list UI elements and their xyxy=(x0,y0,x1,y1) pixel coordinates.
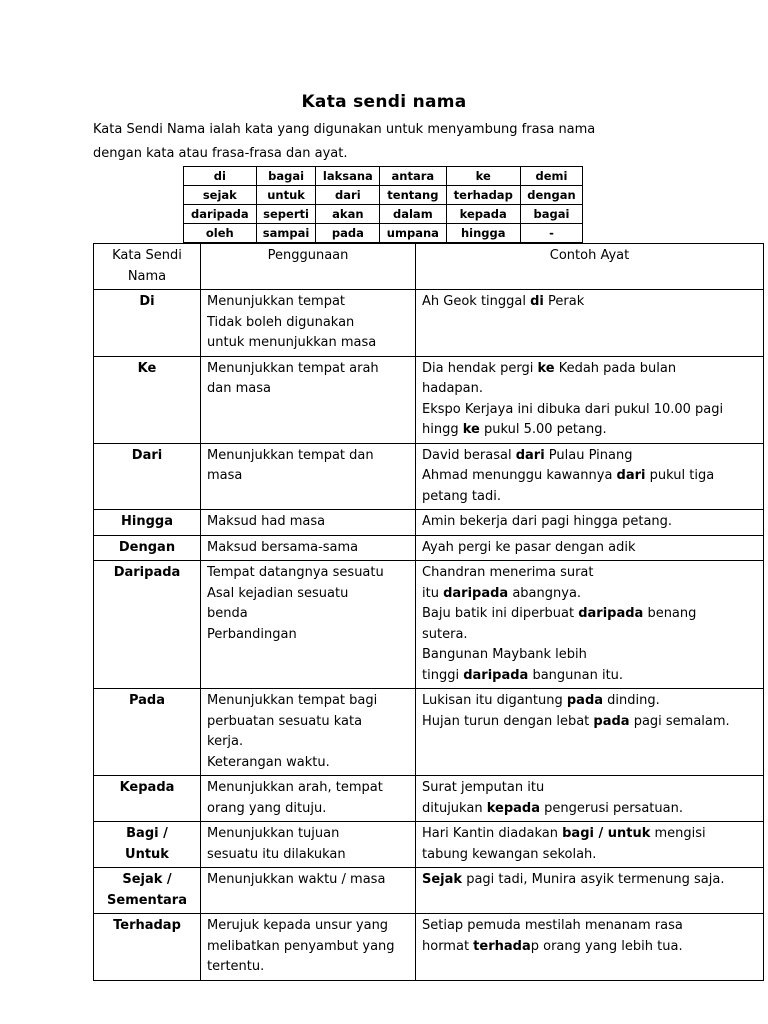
usage-line: sesuatu itu dilakukan xyxy=(207,846,346,862)
example-keyword: daripada xyxy=(463,667,529,683)
example-line xyxy=(422,824,757,845)
example-text: pukul 5.00 petang. xyxy=(479,422,607,437)
table-row xyxy=(94,290,764,357)
word-cell: kepada xyxy=(446,205,520,224)
example-text: tinggi xyxy=(422,667,464,683)
usage-line: dan masa xyxy=(207,381,271,396)
example-keyword: Sejak xyxy=(422,872,463,887)
example-line xyxy=(422,870,757,891)
word-cell: dengan xyxy=(520,186,582,205)
word-cell: untuk xyxy=(256,186,316,205)
table-row xyxy=(94,510,764,536)
usage-line: tertentu. xyxy=(207,959,265,974)
example-line xyxy=(422,292,757,313)
usage-cell xyxy=(201,443,416,510)
usage-line: untuk menunjukkan masa xyxy=(207,335,377,350)
usage-line: Keterangan waktu. xyxy=(207,754,330,770)
example-cell xyxy=(416,290,764,357)
example-text: Perak xyxy=(543,294,585,309)
table-row xyxy=(94,535,764,561)
example-text: benang xyxy=(643,606,697,621)
example-text: ditujukan xyxy=(422,800,487,816)
usage-cell xyxy=(201,356,416,443)
usage-line: Asal kejadian sesuatu xyxy=(207,585,349,601)
example-keyword: ke xyxy=(537,360,555,376)
example-line xyxy=(422,420,757,441)
preposition-usage-table xyxy=(93,243,764,981)
example-keyword: pada xyxy=(593,713,630,729)
example-keyword: dari xyxy=(515,447,545,463)
usage-line: Menunjukkan tempat bagi xyxy=(207,693,378,708)
example-text: bangunan itu. xyxy=(528,667,624,683)
word-cell: hingga xyxy=(446,224,520,243)
usage-line: Maksud had masa xyxy=(207,514,326,529)
example-line xyxy=(422,359,757,380)
example-line xyxy=(422,400,757,421)
word-cell: antara xyxy=(380,167,446,186)
usage-cell xyxy=(201,689,416,776)
word-cell: demi xyxy=(520,167,582,186)
word-cell: umpana xyxy=(380,224,446,243)
word-row xyxy=(184,205,583,224)
example-cell xyxy=(416,914,764,981)
word-row xyxy=(184,186,583,205)
example-text: dinding. xyxy=(603,693,660,708)
intro-line-2: dengan kata atau frasa-frasa dan ayat. xyxy=(93,146,348,161)
example-text: sutera. xyxy=(422,626,468,642)
usage-cell xyxy=(201,510,416,536)
preposition-word-table xyxy=(183,166,583,243)
word-cell: laksana xyxy=(316,167,380,186)
usage-line: Menunjukkan tempat arah xyxy=(207,360,379,376)
term-cell: Hingga xyxy=(94,510,201,536)
term-cell: Daripada xyxy=(94,561,201,689)
word-row xyxy=(184,224,583,243)
example-line xyxy=(422,379,757,400)
header-term xyxy=(94,244,201,290)
usage-line: Menunjukkan tempat xyxy=(207,294,346,309)
example-cell xyxy=(416,356,764,443)
example-text: Ekspo Kerjaya ini dibuka dari pukul 10.00 pagi xyxy=(422,401,724,417)
example-line xyxy=(422,712,757,733)
example-cell xyxy=(416,776,764,822)
word-cell: daripada xyxy=(184,205,257,224)
example-text: Pulau Pinang xyxy=(544,447,633,463)
usage-cell xyxy=(201,561,416,689)
table-row xyxy=(94,561,764,689)
usage-line: kerja. xyxy=(207,734,244,749)
table-row xyxy=(94,868,764,914)
word-cell: di xyxy=(184,167,257,186)
example-keyword: bagi / untuk xyxy=(562,826,651,841)
usage-line: Maksud bersama-sama xyxy=(207,539,359,555)
term-cell: Ke xyxy=(94,356,201,443)
intro-line-1: Kata Sendi Nama ialah kata yang digunakan untuk menyambung frasa nama xyxy=(93,122,596,137)
term-cell xyxy=(94,868,201,914)
example-text: Lukisan itu digantung xyxy=(422,693,567,708)
word-cell: bagai xyxy=(256,167,316,186)
table-row xyxy=(94,822,764,868)
example-line xyxy=(422,845,757,866)
example-text: Kedah pada bulan xyxy=(554,360,677,376)
usage-cell xyxy=(201,535,416,561)
header-usage: Penggunaan xyxy=(201,244,416,290)
example-text: Bangunan Maybank lebih xyxy=(422,647,587,662)
example-text: mengisi xyxy=(650,826,706,841)
example-text: Ayah pergi ke pasar dengan adik xyxy=(422,539,636,555)
example-text: Amin bekerja dari pagi hingga petang. xyxy=(422,514,673,529)
term-line: Sementara xyxy=(107,892,187,908)
usage-line: Menunjukkan tujuan xyxy=(207,826,340,841)
example-text: tabung kewangan sekolah. xyxy=(422,846,597,862)
example-line xyxy=(422,563,757,584)
example-keyword: dari xyxy=(616,468,646,483)
word-row xyxy=(184,167,583,186)
example-text: Hujan turun dengan lebat xyxy=(422,713,594,729)
usage-cell xyxy=(201,822,416,868)
example-cell xyxy=(416,510,764,536)
word-cell: bagai xyxy=(520,205,582,224)
term-cell: Dari xyxy=(94,443,201,510)
word-cell: ke xyxy=(446,167,520,186)
term-line: Untuk xyxy=(125,846,169,862)
example-text: Chandran menerima surat xyxy=(422,565,594,580)
usage-line: perbuatan sesuatu kata xyxy=(207,713,363,729)
example-line xyxy=(422,625,757,646)
example-text: pengerusi persatuan. xyxy=(539,800,683,816)
term-cell: Dengan xyxy=(94,535,201,561)
example-cell xyxy=(416,822,764,868)
example-text: Hari Kantin diadakan xyxy=(422,826,563,841)
word-cell: akan xyxy=(316,205,380,224)
example-text: Surat jemputan itu xyxy=(422,780,545,795)
usage-cell xyxy=(201,776,416,822)
example-text: pagi semalam. xyxy=(629,713,730,729)
example-text: Baju batik ini diperbuat xyxy=(422,606,579,621)
word-cell: sejak xyxy=(184,186,257,205)
usage-line: benda xyxy=(207,606,248,621)
usage-line: Perbandingan xyxy=(207,626,297,642)
word-cell: - xyxy=(520,224,582,243)
example-line xyxy=(422,604,757,625)
table-row xyxy=(94,914,764,981)
example-text: hingg xyxy=(422,422,463,437)
usage-line: Tempat datangnya sesuatu xyxy=(207,565,384,580)
usage-line: melibatkan penyambut yang xyxy=(207,938,395,954)
page-title: Kata sendi nama xyxy=(301,92,467,112)
term-cell xyxy=(94,822,201,868)
example-text: David berasal xyxy=(422,447,516,463)
usage-line: Tidak boleh digunakan xyxy=(207,314,355,330)
example-line xyxy=(422,916,757,937)
example-text: Dia hendak pergi xyxy=(422,360,538,376)
example-keyword: ke xyxy=(462,422,480,437)
example-text: Ahmad menunggu kawannya xyxy=(422,468,617,483)
example-keyword: daripada xyxy=(578,606,644,621)
example-line xyxy=(422,778,757,799)
usage-line: Menunjukkan arah, tempat xyxy=(207,780,383,795)
word-cell: oleh xyxy=(184,224,257,243)
example-text: p orang yang lebih tua. xyxy=(530,938,683,954)
table-row xyxy=(94,443,764,510)
usage-line: Menunjukkan waktu / masa xyxy=(207,872,386,887)
term-cell: Di xyxy=(94,290,201,357)
example-line xyxy=(422,446,757,467)
example-cell xyxy=(416,443,764,510)
example-text: itu xyxy=(422,585,444,601)
example-keyword: di xyxy=(530,294,544,309)
header-term-label: Kata Sendi Nama xyxy=(112,248,182,284)
table-row xyxy=(94,689,764,776)
example-text: petang tadi. xyxy=(422,488,501,504)
example-text: abangnya. xyxy=(508,585,582,601)
header-example: Contoh Ayat xyxy=(416,244,764,290)
example-line xyxy=(422,645,757,666)
example-line xyxy=(422,487,757,508)
example-line xyxy=(422,691,757,712)
usage-cell xyxy=(201,290,416,357)
word-cell: tentang xyxy=(380,186,446,205)
word-cell: dari xyxy=(316,186,380,205)
example-keyword: daripada xyxy=(443,585,509,601)
example-line xyxy=(422,512,757,533)
example-line xyxy=(422,937,757,958)
usage-cell xyxy=(201,914,416,981)
usage-line: orang yang dituju. xyxy=(207,800,327,816)
example-cell xyxy=(416,561,764,689)
example-text: hormat xyxy=(422,938,474,954)
example-line xyxy=(422,584,757,605)
term-line: Sejak / xyxy=(122,872,172,887)
term-line: Bagi / xyxy=(126,826,168,841)
example-line xyxy=(422,466,757,487)
example-text: pukul tiga xyxy=(645,468,715,483)
example-cell xyxy=(416,689,764,776)
usage-cell xyxy=(201,868,416,914)
word-cell: pada xyxy=(316,224,380,243)
header-row xyxy=(94,244,764,290)
table-row xyxy=(94,776,764,822)
example-keyword: kepada xyxy=(486,800,540,816)
example-line xyxy=(422,799,757,820)
term-cell: Pada xyxy=(94,689,201,776)
example-cell xyxy=(416,535,764,561)
usage-line: Merujuk kepada unsur yang xyxy=(207,918,389,933)
word-cell: dalam xyxy=(380,205,446,224)
example-cell xyxy=(416,868,764,914)
word-cell: sampai xyxy=(256,224,316,243)
example-line xyxy=(422,666,757,687)
example-keyword: pada xyxy=(566,693,604,708)
example-line xyxy=(422,538,757,559)
term-cell: Terhadap xyxy=(94,914,201,981)
usage-line: Menunjukkan tempat dan xyxy=(207,447,374,463)
usage-line: masa xyxy=(207,468,243,483)
word-cell: terhadap xyxy=(446,186,520,205)
example-text: Setiap pemuda mestilah menanam rasa xyxy=(422,918,683,933)
example-text: Ah Geok tinggal xyxy=(422,294,531,309)
example-text: pagi tadi, Munira asyik termenung saja. xyxy=(462,872,725,887)
table-row xyxy=(94,356,764,443)
example-keyword: terhada xyxy=(473,938,531,954)
word-cell: seperti xyxy=(256,205,316,224)
example-text: hadapan. xyxy=(422,381,484,396)
term-cell: Kepada xyxy=(94,776,201,822)
